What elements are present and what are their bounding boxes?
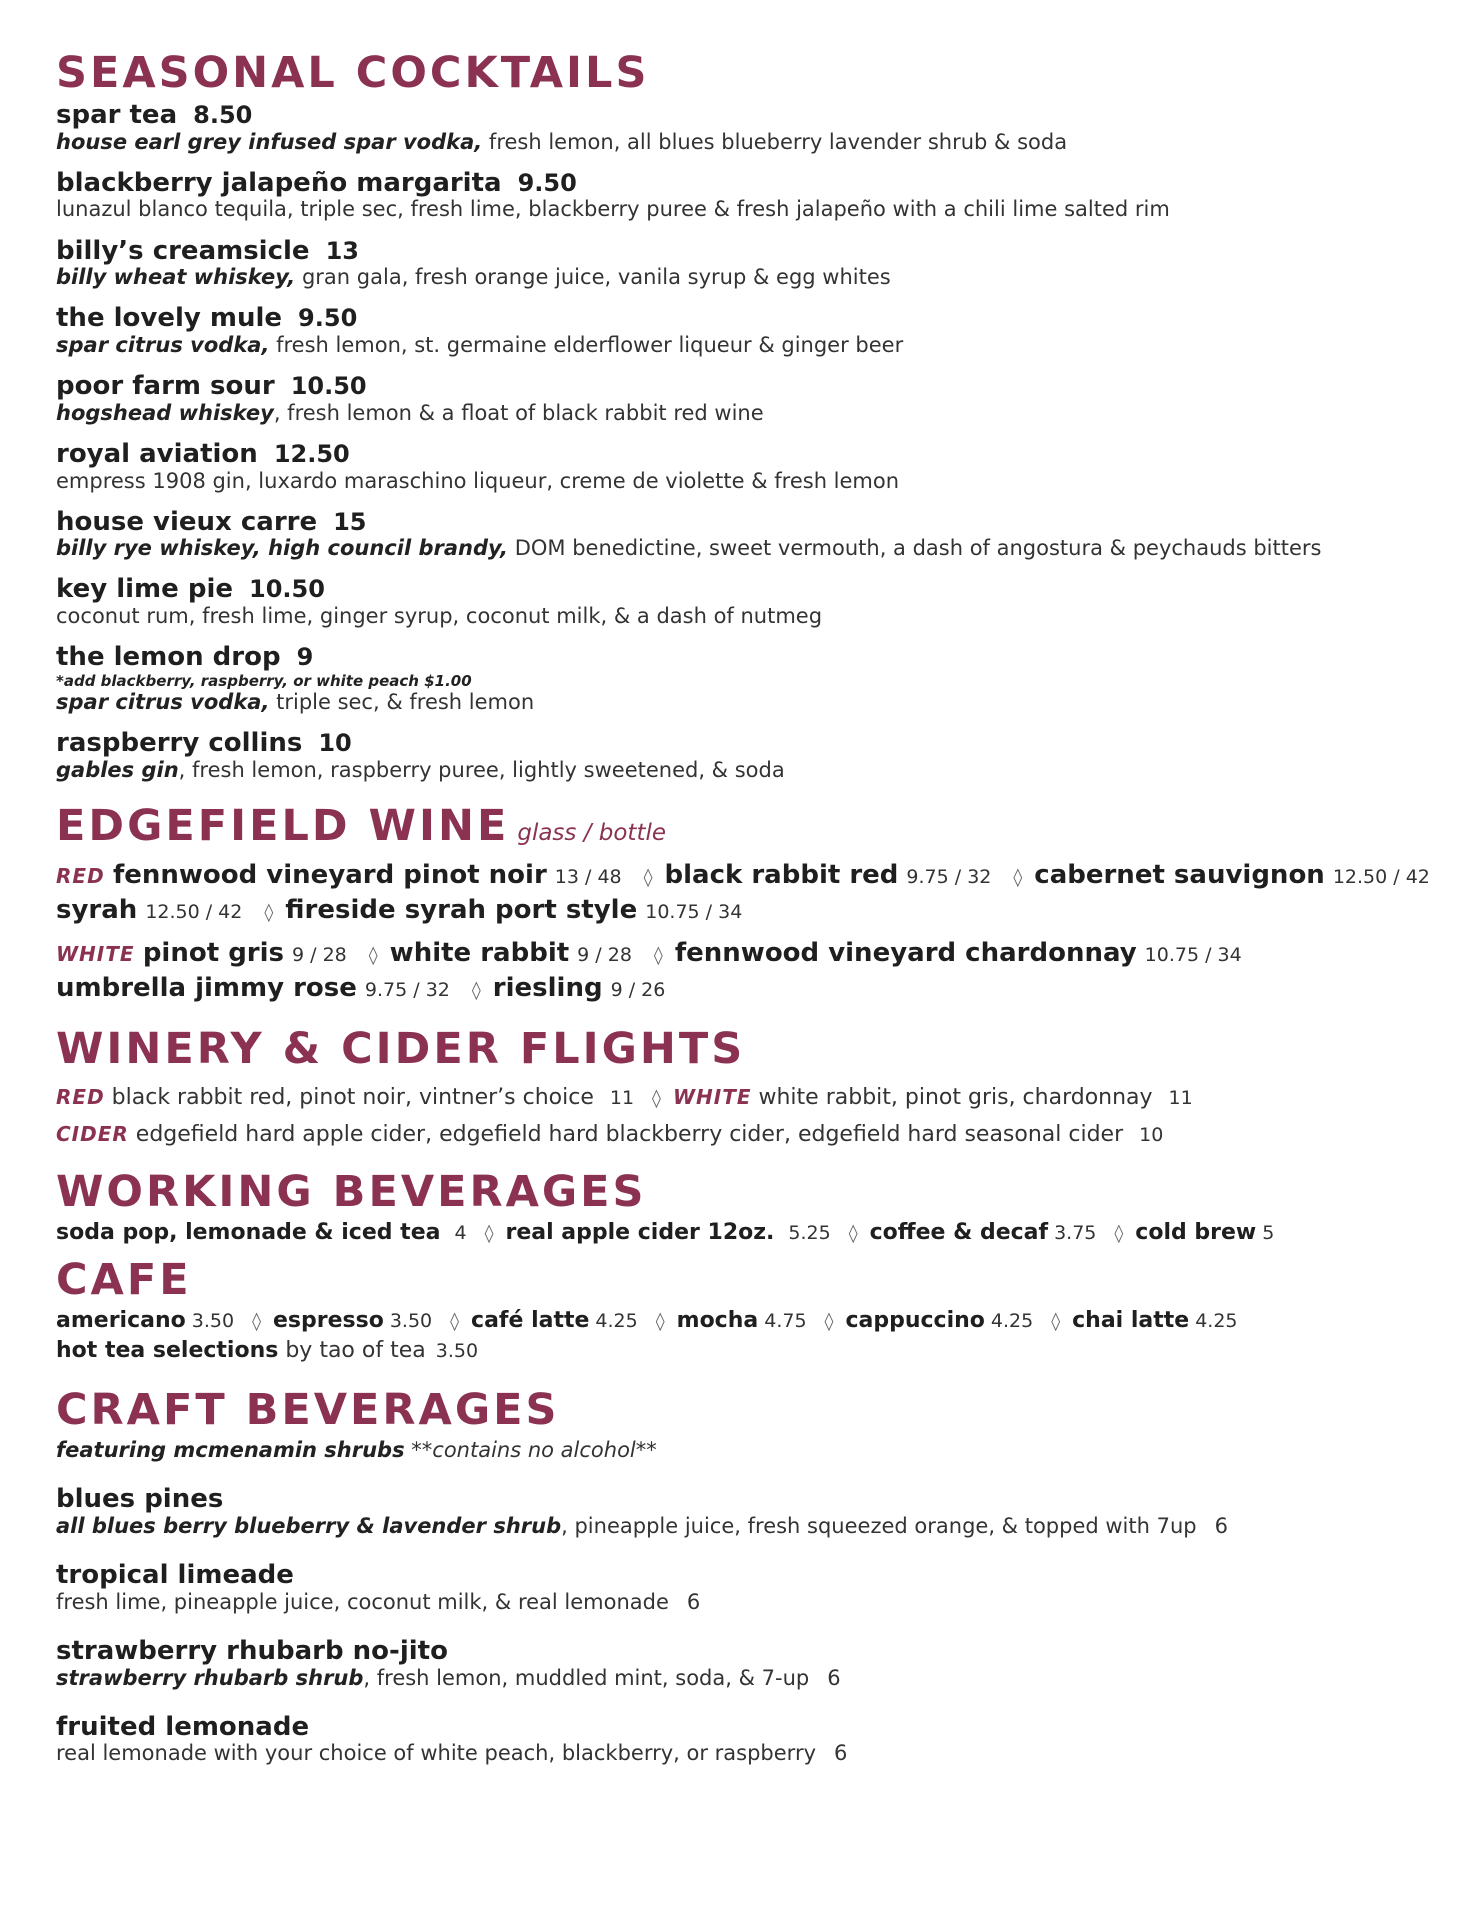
item-name: blackberry jalapeño margarita: [56, 167, 502, 198]
section-title-working-beverages: WORKING BEVERAGES: [56, 1166, 647, 1217]
craft-item: [56, 1561, 1484, 1615]
cocktail-item: [56, 508, 1484, 562]
working-beverages-row: [56, 1218, 1484, 1249]
craft-intro: [56, 1438, 1484, 1463]
wine-name: pinot gris: [142, 938, 285, 968]
item-price: 9: [296, 643, 314, 672]
cocktail-item: [56, 304, 1484, 358]
wine-white-list: [56, 936, 1484, 1006]
flight-cider-row: [56, 1120, 1484, 1151]
wine-price: 12.50 / 42: [1332, 865, 1430, 888]
cafe-item-price: 3.50: [389, 1309, 433, 1332]
cocktail-item: [56, 237, 1484, 291]
craft-item: [56, 1485, 1484, 1539]
flight-white-price: 11: [1168, 1087, 1193, 1110]
item-description: , fresh lemon, raspberry puree, lightly sweetened, & soda: [178, 757, 785, 782]
item-description: fresh lime, pineapple juice, coconut milk, & real lemonade: [56, 1589, 669, 1614]
diamond-separator: ◊: [824, 1310, 834, 1332]
item-base-spirit: house earl grey infused spar vodka,: [56, 129, 483, 154]
cocktail-item: [56, 729, 1484, 783]
diamond-separator: ◊: [653, 945, 663, 966]
item-description: gran gala, fresh orange juice, vanila syrup & egg whites: [295, 265, 891, 290]
flight-cider-price: 10: [1139, 1123, 1164, 1146]
cafe-item-name: chai latte: [1072, 1307, 1190, 1333]
item-price: 9.50: [517, 168, 577, 197]
cocktail-item: [56, 101, 1484, 155]
cafe-item-price: 4.25: [990, 1309, 1034, 1332]
wine-price: 9 / 28: [577, 944, 632, 966]
item-description: real lemonade with your choice of white peach, blackberry, or raspberry: [56, 1741, 816, 1766]
diamond-separator: ◊: [848, 1222, 858, 1244]
diamond-separator: ◊: [484, 1222, 494, 1244]
item-price: 10: [318, 729, 352, 758]
cocktail-item: [56, 169, 1484, 223]
item-description: coconut rum, fresh lime, ginger syrup, coconut milk, & a dash of nutmeg: [56, 604, 823, 629]
wine-price: 10.75 / 34: [1144, 944, 1242, 966]
cafe-item-price: 4.75: [764, 1309, 807, 1332]
beverage-price: 3.75: [1054, 1221, 1097, 1244]
item-price: 13: [325, 236, 359, 265]
item-price: 6: [686, 1589, 701, 1614]
flight-white-tag: WHITE: [672, 1085, 752, 1110]
diamond-separator: ◊: [643, 866, 653, 888]
item-name: poor farm sour: [56, 371, 275, 402]
beverage-name: soda pop, lemonade & iced tea: [56, 1219, 441, 1245]
cafe-row: [56, 1306, 1484, 1337]
diamond-separator: ◊: [368, 945, 378, 966]
wine-name: black rabbit red: [664, 859, 899, 890]
wine-price: 12.50 / 42: [145, 900, 243, 923]
cocktail-item: [56, 575, 1484, 629]
craft-item: [56, 1713, 1484, 1767]
wine-name: fireside syrah port style: [285, 894, 638, 925]
item-price: 10.50: [290, 372, 367, 401]
section-title-flights: WINERY & CIDER FLIGHTS: [56, 1024, 746, 1075]
wine-name: fennwood vineyard pinot noir: [112, 859, 547, 890]
cafe-item-price: 3.50: [191, 1309, 235, 1332]
beverage-price: 5.25: [788, 1221, 831, 1244]
item-name: strawberry rhubarb no-jito: [56, 1635, 448, 1666]
diamond-separator: ◊: [655, 1310, 665, 1332]
cocktail-item: [56, 440, 1484, 494]
hot-tea-price: 3.50: [435, 1340, 479, 1363]
section-title-cafe: CAFE: [56, 1254, 192, 1305]
item-base-spirit: spar citrus vodka,: [56, 332, 270, 357]
item-name: the lemon drop: [56, 642, 281, 673]
wine-title: EDGEFIELD WINE: [56, 800, 510, 851]
item-name: royal aviation: [56, 438, 258, 469]
wine-name: riesling: [492, 973, 603, 1004]
beverage-price: 5: [1262, 1221, 1275, 1244]
item-name: house vieux carre: [56, 506, 318, 537]
item-name: blues pines: [56, 1484, 224, 1515]
item-description: lunazul blanco tequila, triple sec, fresh lime, blackberry puree & fresh jalapeño with a chili lime salted rim: [56, 197, 1170, 222]
item-price: 12.50: [273, 439, 350, 468]
flight-red-white-row: [56, 1083, 1484, 1114]
item-price: 8.50: [193, 101, 253, 129]
wine-red-list: [56, 858, 1484, 928]
wine-name: cabernet sauvignon: [1034, 859, 1325, 890]
item-price: 15: [333, 507, 367, 536]
cocktail-item: [56, 643, 1484, 715]
item-base: strawberry rhubarb shrub: [56, 1665, 364, 1690]
item-description: , pineapple juice, fresh squeezed orange, & topped with 7up: [561, 1513, 1197, 1538]
wine-price: 9 / 28: [292, 944, 347, 966]
item-price: 9.50: [298, 304, 358, 333]
diamond-separator: ◊: [471, 980, 481, 1002]
cafe-item-price: 4.25: [1195, 1309, 1238, 1332]
section-title-craft-beverages: CRAFT BEVERAGES: [56, 1385, 560, 1436]
item-name: tropical limeade: [56, 1560, 294, 1591]
flight-cider-text: edgefield hard apple cider, edgefield hard blackberry cider, edgefield hard seasonal cider: [135, 1121, 1124, 1147]
item-name: the lovely mule: [56, 303, 283, 334]
section-title-edgefield-wine: [56, 800, 1484, 851]
cafe-item-price: 4.25: [595, 1309, 638, 1332]
wine-subtitle: glass / bottle: [517, 819, 667, 846]
item-price: 10.50: [249, 575, 325, 604]
wine-name: syrah: [56, 894, 138, 925]
wine-red-tag: RED: [56, 863, 105, 888]
wine-price: 10.75 / 34: [645, 900, 743, 923]
item-name: raspberry collins: [56, 728, 303, 759]
cafe-item-name: mocha: [676, 1307, 759, 1333]
beverage-name: real apple cider 12oz.: [505, 1219, 775, 1245]
hot-tea-row: [56, 1336, 1484, 1367]
flight-cider-tag: CIDER: [56, 1121, 129, 1146]
item-description: empress 1908 gin, luxardo maraschino liqueur, creme de violette & fresh lemon: [56, 468, 900, 493]
hot-tea-name: hot tea selections: [56, 1338, 279, 1364]
wine-name: fennwood vineyard chardonnay: [674, 938, 1137, 968]
craft-intro-text: **contains no alcohol**: [404, 1438, 657, 1463]
wine-price: 9.75 / 32: [906, 865, 992, 888]
item-description: triple sec, & fresh lemon: [269, 689, 535, 714]
cocktail-item: [56, 372, 1484, 426]
diamond-separator: ◊: [1114, 1222, 1124, 1244]
flight-red-text: black rabbit red, pinot noir, vintner’s choice: [111, 1085, 594, 1111]
craft-intro-bold: featuring mcmenamin shrubs: [56, 1438, 405, 1463]
item-base-spirit: gables gin: [56, 757, 179, 782]
wine-price: 9.75 / 32: [364, 979, 450, 1002]
hot-tea-text: by tao of tea: [285, 1338, 426, 1364]
craft-item: [56, 1637, 1484, 1691]
beverage-name: coffee & decaf: [869, 1219, 1049, 1245]
diamond-separator: ◊: [252, 1310, 261, 1332]
item-description: fresh lemon, st. germaine elderflower liqueur & ginger beer: [269, 332, 904, 357]
cafe-item-name: café latte: [471, 1307, 590, 1333]
cafe-item-name: americano: [56, 1307, 186, 1333]
item-base-spirit: spar citrus vodka,: [56, 689, 270, 714]
diamond-separator: ◊: [1051, 1310, 1061, 1332]
diamond-separator: ◊: [1013, 866, 1023, 888]
diamond-separator: ◊: [450, 1310, 460, 1332]
wine-white-tag: WHITE: [56, 942, 135, 966]
wine-price: 13 / 48: [554, 865, 622, 888]
item-description: DOM benedictine, sweet vermouth, a dash of angostura & peychauds bitters: [508, 536, 1322, 561]
item-name: key lime pie: [56, 574, 233, 605]
item-description: fresh lemon, all blues blueberry lavender shrub & soda: [482, 129, 1068, 154]
flight-red-price: 11: [609, 1087, 635, 1110]
item-name: spar tea: [56, 100, 178, 130]
wine-name: umbrella jimmy rose: [56, 973, 357, 1004]
wine-price: 9 / 26: [610, 979, 666, 1002]
wine-name: white rabbit: [389, 938, 570, 968]
item-base-spirit: hogshead whiskey: [56, 400, 274, 425]
item-base-spirit: billy rye whiskey, high council brandy,: [56, 536, 509, 561]
item-base: all blues berry blueberry & lavender shrub: [56, 1513, 562, 1538]
item-name: billy’s creamsicle: [56, 235, 310, 266]
section-title-seasonal-cocktails: SEASONAL COCKTAILS: [56, 48, 650, 98]
item-base-spirit: billy wheat whiskey,: [56, 265, 296, 290]
diamond-separator: ◊: [652, 1088, 661, 1110]
cafe-item-name: espresso: [272, 1307, 384, 1333]
beverage-name: cold brew: [1135, 1219, 1257, 1245]
flight-white-text: white rabbit, pinot gris, chardonnay: [758, 1085, 1153, 1111]
item-description: , fresh lemon & a float of black rabbit red wine: [273, 400, 764, 425]
item-price: 6: [827, 1665, 841, 1690]
diamond-separator: ◊: [264, 901, 274, 923]
flight-red-tag: RED: [56, 1085, 105, 1110]
item-name: fruited lemonade: [56, 1711, 310, 1742]
item-note: *add blackberry, raspberry, or white peach $1.00: [56, 671, 472, 690]
item-price: 6: [834, 1741, 848, 1766]
cafe-item-name: cappuccino: [845, 1307, 985, 1333]
item-price: 6: [1214, 1513, 1228, 1538]
beverage-price: 4: [454, 1221, 467, 1244]
item-description: , fresh lemon, muddled mint, soda, & 7-up: [363, 1665, 810, 1690]
